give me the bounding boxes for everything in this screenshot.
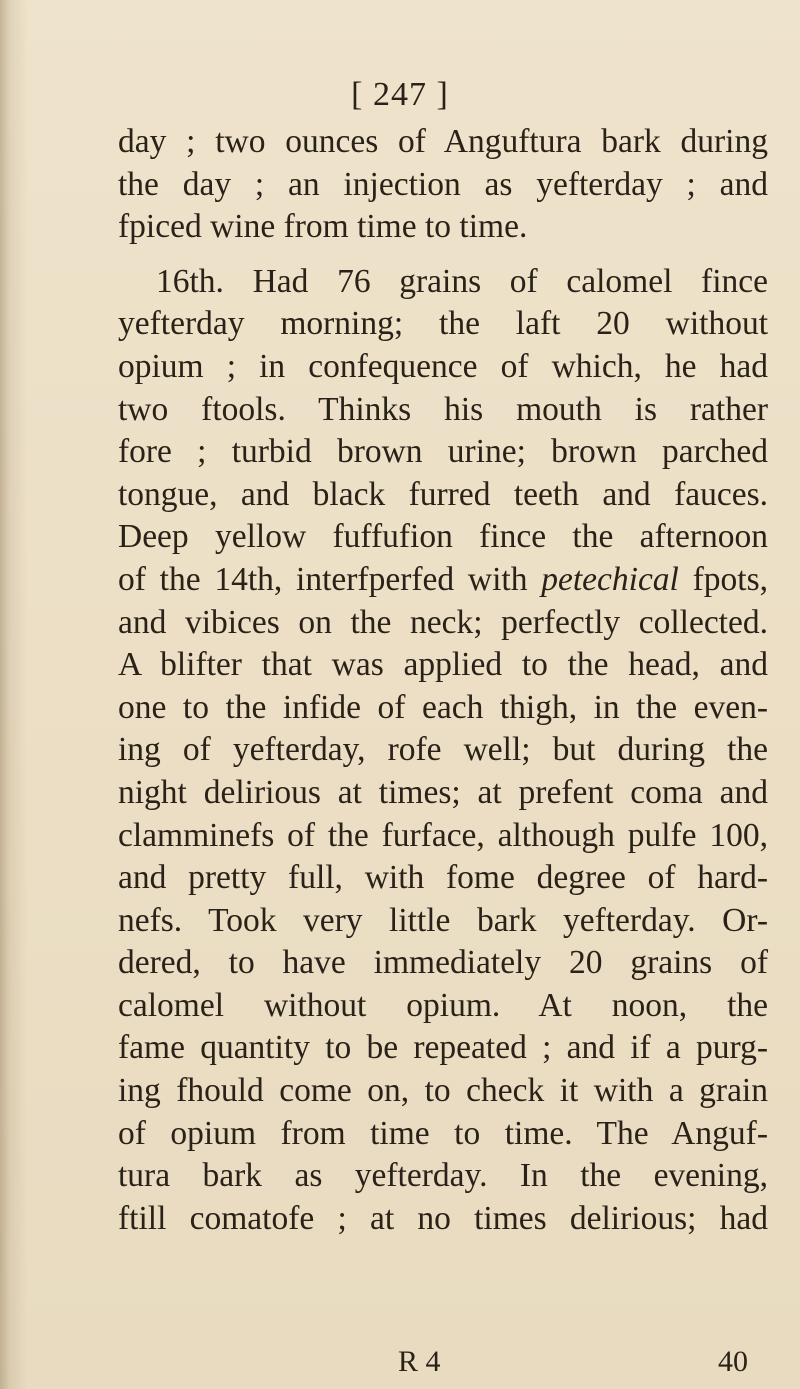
text-line: Deep yellow fuffufion fince the afternoon: [118, 518, 768, 556]
text-line: and vibices on the neck; perfectly collected.: [118, 603, 768, 641]
text-line: the day ; an injection as yefterday ; and: [118, 165, 768, 203]
page-footer: [0, 1345, 800, 1385]
text-line: dered, to have immediately 20 grains of: [118, 944, 768, 982]
text-line: night delirious at times; at prefent coma and: [118, 773, 768, 811]
text-line: ing of yefterday, rofe well; but during the: [118, 731, 768, 769]
text-line: day ; two ounces of Anguftura bark during: [118, 123, 768, 160]
catchword: 40: [718, 1345, 748, 1378]
body-text: [118, 121, 768, 1240]
text-line: nefs. Took very little bark yefterday. Or-: [118, 901, 768, 939]
text-line: fore ; turbid brown urine; brown parched: [118, 433, 768, 471]
text-line: ing fhould come on, to check it with a grain: [118, 1072, 768, 1110]
text-line: A blifter that was applied to the head, and: [118, 646, 768, 684]
text-line: two ftools. Thinks his mouth is rather: [118, 390, 768, 428]
text-line: calomel without opium. At noon, the: [118, 986, 768, 1024]
text-line: clamminefs of the furface, although pulfe 100,: [118, 816, 768, 854]
text-line: ftill comatofe ; at no times delirious; had: [118, 1199, 768, 1237]
text-line: tura bark as yefterday. In the evening,: [118, 1157, 768, 1195]
text-line: fame quantity to be repeated ; and if a purg-: [118, 1029, 768, 1067]
page-header: [ 247 ]: [351, 76, 449, 113]
text-line: tongue, and black furred teeth and fauces.: [118, 475, 768, 513]
text-line: fpiced wine from time to time.: [118, 208, 528, 246]
text-line: of opium from time to time. The Anguf-: [118, 1114, 768, 1152]
text-line: yefterday morning; the laft 20 without: [118, 305, 768, 343]
signature-mark: R 4: [398, 1345, 441, 1378]
text-line: opium ; in confequence of which, he had: [118, 347, 768, 385]
text-line: one to the infide of each thigh, in the even-: [118, 688, 768, 726]
text-line: and pretty full, with fome degree of hard-: [118, 859, 768, 897]
text-line: of the 14th, interfperfed with petechical fpots,: [118, 560, 769, 598]
text-line: 16th. Had 76 grains of calomel fince: [156, 262, 768, 300]
